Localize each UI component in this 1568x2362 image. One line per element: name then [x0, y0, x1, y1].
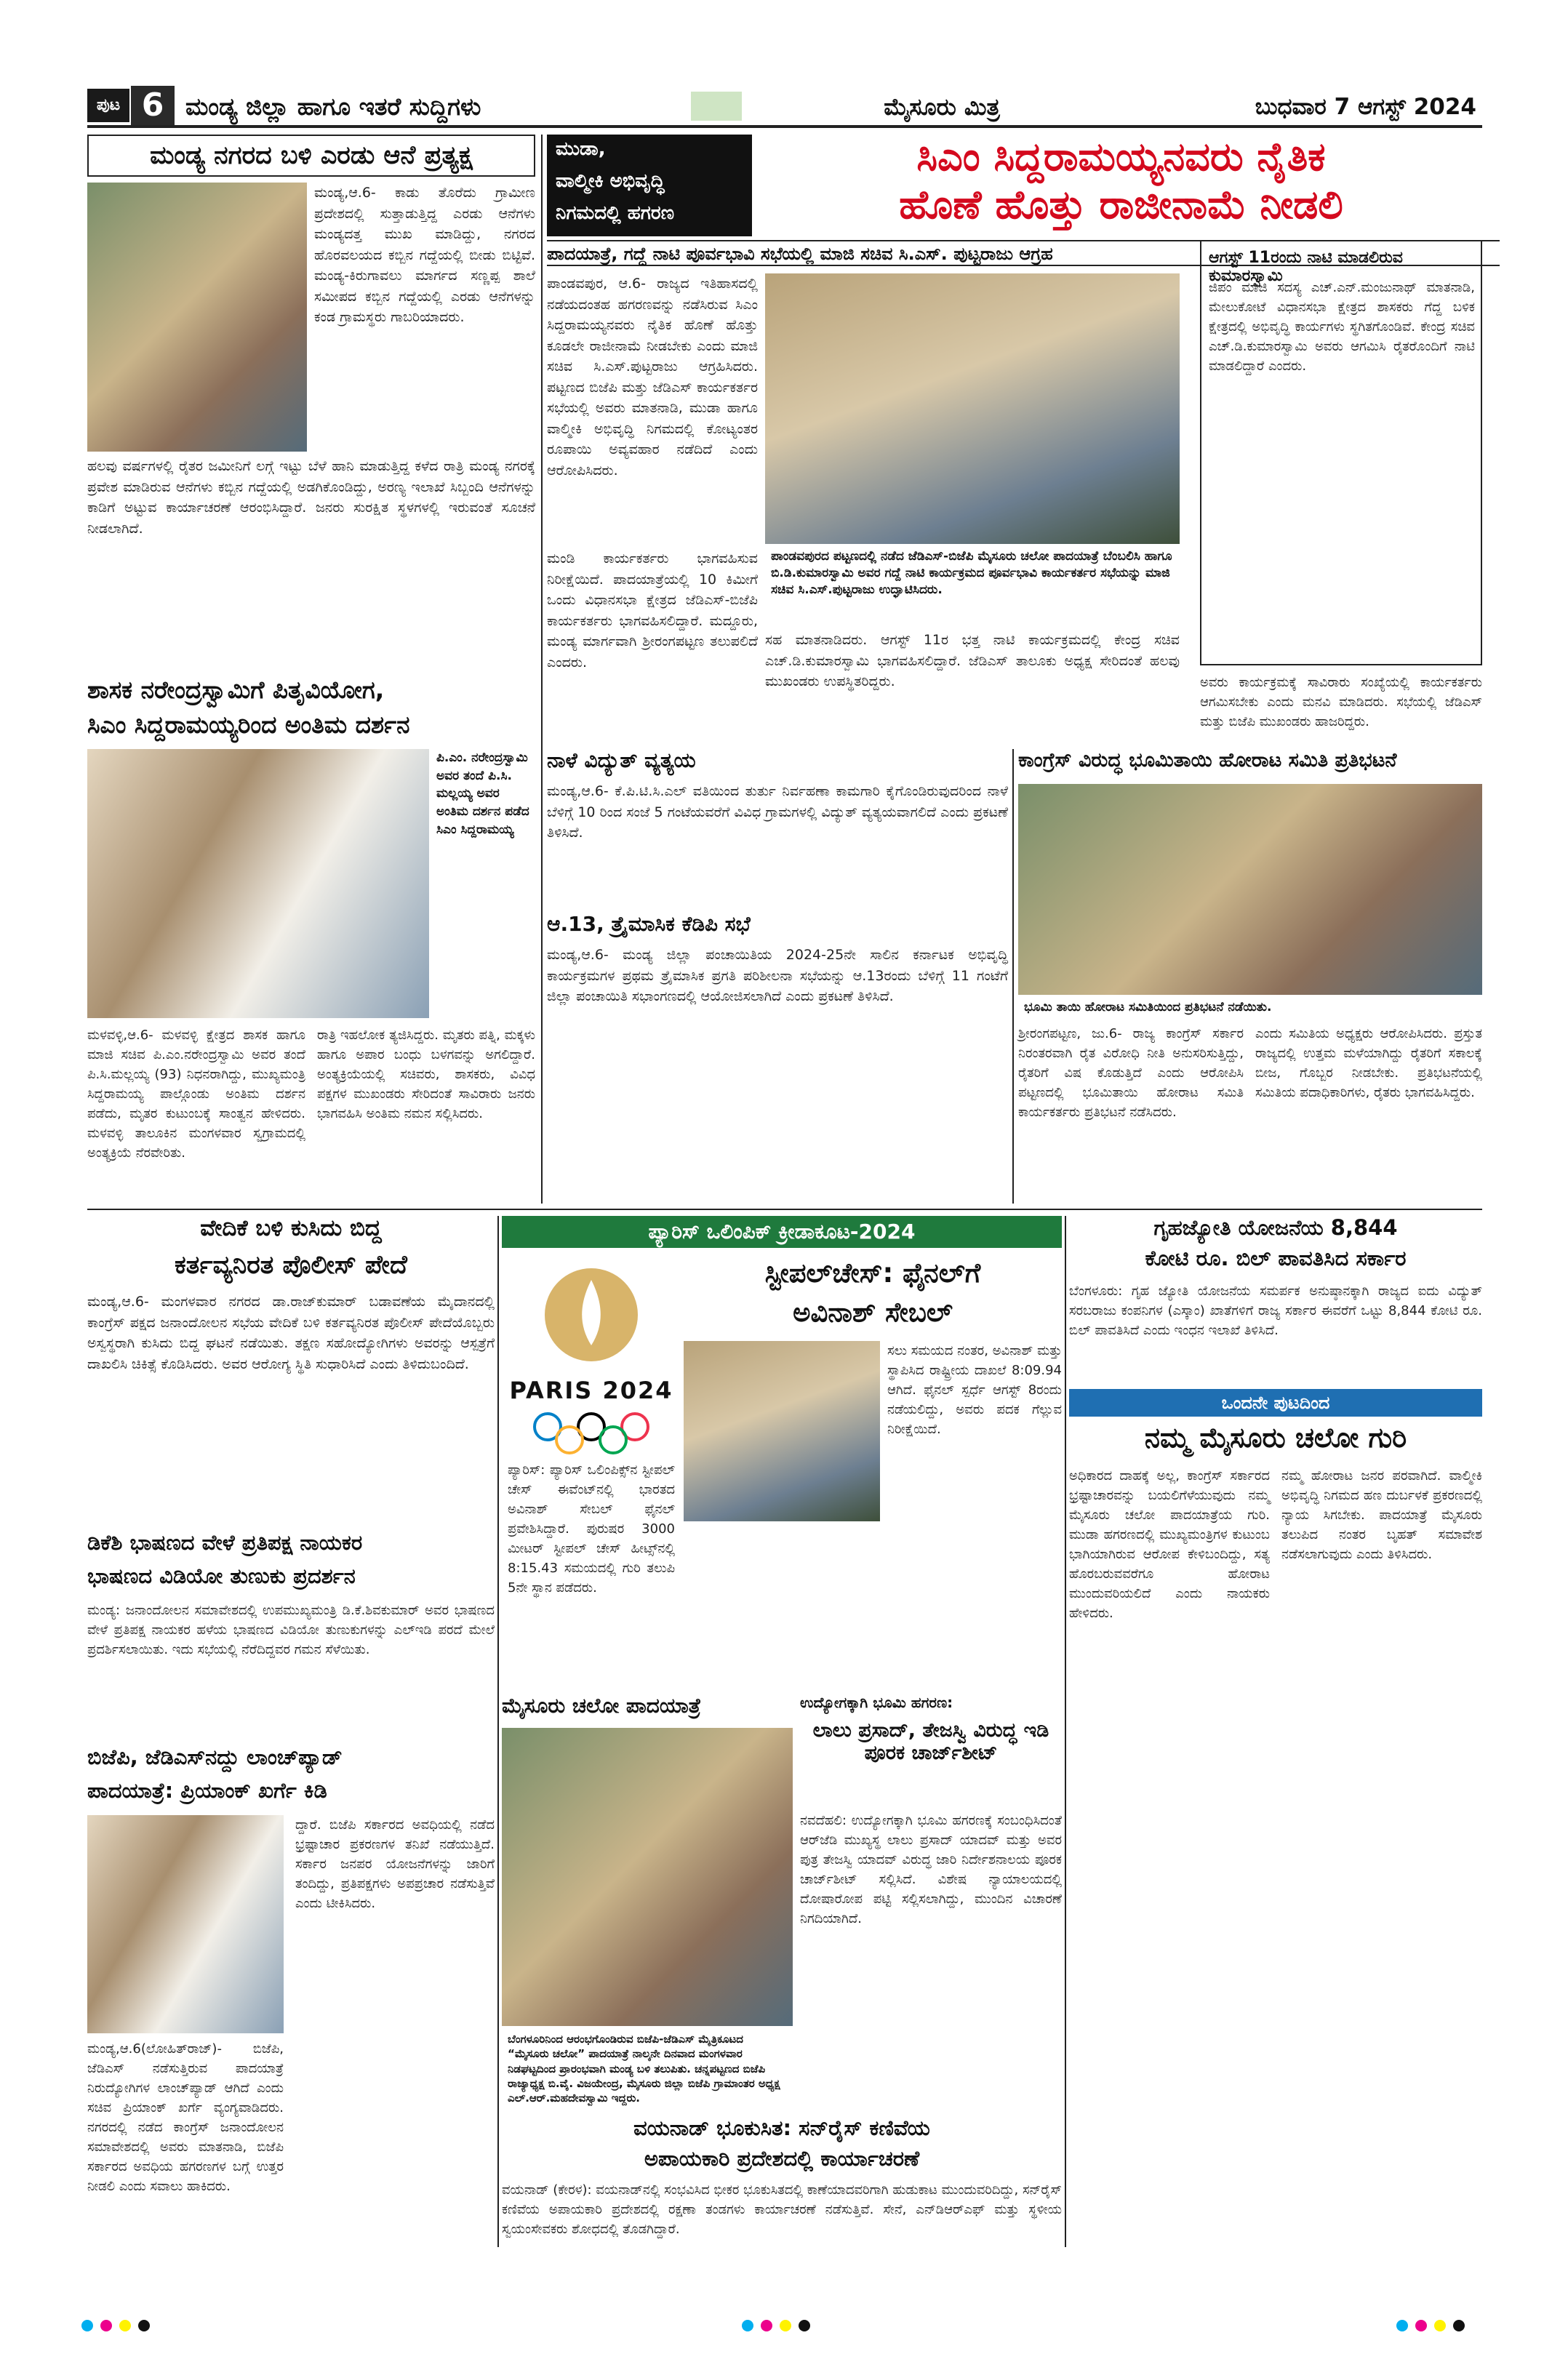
- body-text: ಮಂಡ್ಯ,ಆ.6- ಕೆ.ಪಿ.ಟಿ.ಸಿ.ಎಲ್ ವತಿಯಿಂದ ತುರ್ತು ನಿರ್ವಹಣಾ ಕಾಮಗಾರಿ ಕೈಗೊಂಡಿರುವುದರಿಂದ ನಾಳೆ ಬೆಳಿಗ್ಗೆ 10 ರಿಂದ ಸಂಜೆ 5 ಗಂಟೆಯವರೆಗೆ ವಿವಿಧ ಗ್ರಾಮಗಳಲ್ಲಿ ವಿದ್ಯುತ್ ವ್ಯತ್ಯಯವಾಗಲಿದೆ ಎಂದು ಪ್ರಕಟಣೆ ತಿಳಿಸಿದೆ.: [547, 783, 1008, 841]
- column-rule: [541, 135, 543, 1204]
- body-text: ನವದೆಹಲಿ: ಉದ್ಯೋಗಕ್ಕಾಗಿ ಭೂಮಿ ಹಗರಣಕ್ಕೆ ಸಂಬಂಧಿಸಿದಂತೆ ಆರ್‌ಜೆಡಿ ಮುಖ್ಯಸ್ಥ ಲಾಲು ಪ್ರಸಾದ್ ಯಾದವ್ ಮತ್ತು ಅವರ ಪುತ್ರ ತೇಜಸ್ವಿ ಯಾದವ್ ವಿರುದ್ಧ ಜಾರಿ ನಿರ್ದೇಶನಾಲಯ ಪೂರಕ ಚಾರ್ಜ್‌ಶೀಟ್ ಸಲ್ಲಿಸಿದೆ. ವಿಶೇಷ ನ್ಯಾಯಾಲಯದಲ್ಲಿ ದೋಷಾರೋಪ ಪಟ್ಟಿ ಸಲ್ಲಿಸಲಾಗಿದ್ದು, ಮುಂದಿನ ವಿಚಾರಣೆ ನಿಗದಿಯಾಗಿದೆ.: [800, 1813, 1062, 1926]
- masthead: [87, 86, 1482, 128]
- paris-logo-text: PARIS 2024: [509, 1377, 673, 1404]
- body-col-1: ಮಂಡ್ಯ,ಆ.6(ಲೋಹಿತ್‌ರಾಜ್)- ಬಿಜೆಪಿ, ಜೆಡಿಎಸ್ ನಡೆಸುತ್ತಿರುವ ಪಾದಯಾತ್ರೆ ನಿರುದ್ಯೋಗಿಗಳ ಲಾಂಚ್‌ಪ್ಯಾಡ್ ಆಗಿದೆ ಎಂದು ಸಚಿವ ಪ್ರಿಯಾಂಕ್ ಖರ್ಗೆ ವ್ಯಂಗ್ಯವಾಡಿದರು. ನಗರದಲ್ಲಿ ನಡೆದ ಕಾಂಗ್ರೆಸ್ ಜನಾಂದೋಲನ ಸಮಾವೇಶದಲ್ಲಿ ಅವರು ಮಾತನಾಡಿ, ಬಿಜೆಪಿ ಸರ್ಕಾರದ ಅವಧಿಯ ಹಗರಣಗಳ ಬಗ್ಗೆ ಉತ್ತರ ನೀಡಲಿ ಎಂದು ಸವಾಲು ಹಾಕಿದರು.: [87, 2041, 284, 2194]
- headline-line-1: ವೇದಿಕೆ ಬಳಿ ಕುಸಿದು ಬಿದ್ದ: [200, 1215, 382, 1241]
- article-kdp-meeting: [547, 913, 1008, 1204]
- headline: ಆ.13, ತ್ರೈಮಾಸಿಕ ಕೆಡಿಪಿ ಸಭೆ: [547, 912, 751, 936]
- article-mysuru-chalo-goal: [1069, 1389, 1482, 2247]
- kharge-photo: [87, 1815, 284, 2033]
- olympic-rings-icon: [508, 1411, 675, 1454]
- body-col-1: ಪ್ಯಾರಿಸ್: ಪ್ಯಾರಿಸ್ ಒಲಿಂಪಿಕ್ಸ್‌ನ ಸ್ಟೀಪಲ್ ಚೇಸ್ ಈವೆಂಟ್‌ನಲ್ಲಿ ಭಾರತದ ಅವಿನಾಶ್ ಸೇಬಲ್ ಫೈನಲ್ ಪ್ರವೇಶಿಸಿದ್ದಾರೆ. ಪುರುಷರ 3000 ಮೀಟರ್ ಸ್ಟೀಪಲ್ ಚೇಸ್ ಹೀಟ್ಸ್‌ನಲ್ಲಿ 8:15.43 ಸಮಯದಲ್ಲಿ ಗುರಿ ತಲುಪಿ 5ನೇ ಸ್ಥಾನ ಪಡೆದರು.: [508, 1462, 675, 1596]
- paris-2024-logo: [508, 1258, 675, 1454]
- lead-body: ಪಾಂಡವಪುರ, ಆ.6- ರಾಜ್ಯದ ಇತಿಹಾಸದಲ್ಲಿ ನಡೆಯದಂತಹ ಹಗರಣವನ್ನು ನಡೆಸಿರುವ ಸಿಎಂ ಸಿದ್ದರಾಮಯ್ಯನವರು ನೈತಿಕ ಹೊಣೆ ಹೊತ್ತು ಕೂಡಲೇ ರಾಜೀನಾಮೆ ನೀಡಬೇಕು ಎಂದು ಮಾಜಿ ಸಚಿವ ಸಿ.ಎಸ್.ಪುಟ್ಟರಾಜು ಆಗ್ರಹಿಸಿದರು. ಪಟ್ಟಣದ ಬಿಜೆಪಿ ಮತ್ತು ಜೆಡಿಎಸ್ ಕಾರ್ಯಕರ್ತರ ಸಭೆಯಲ್ಲಿ ಅವರು ಮಾತನಾಡಿ, ಮುಡಾ ಹಾಗೂ ವಾಲ್ಮೀಕಿ ಅಭಿವೃದ್ಧಿ ನಿಗಮದಲ್ಲಿ ಕೋಟ್ಯಂತರ ರೂಪಾಯಿ ಅವ್ಯವಹಾರ ನಡೆದಿದೆ ಎಂದು ಆರೋಪಿಸಿದರು.: [547, 276, 758, 479]
- section-band: [691, 92, 742, 121]
- body-text: ಮಂಡ್ಯ,ಆ.6- ಮಂಡ್ಯ ಜಿಲ್ಲಾ ಪಂಚಾಯಿತಿಯ 2024-25ನೇ ಸಾಲಿನ ಕರ್ನಾಟಕ ಅಭಿವೃದ್ಧಿ ಕಾರ್ಯಕ್ರಮಗಳ ಪ್ರಥಮ ತ್ರೈಮಾಸಿಕ ಪ್ರಗತಿ ಪರಿಶೀಲನಾ ಸಭೆಯನ್ನು ಆ.13ರಂದು ಬೆಳಿಗ್ಗೆ 11 ಗಂಟೆಗೆ ಜಿಲ್ಲಾ ಪಂಚಾಯಿತಿ ಸಭಾಂಗಣದಲ್ಲಿ ಆಯೋಜಿಸಲಾಗಿದೆ ಎಂದು ಪ್ರಕಟಣೆ ತಿಳಿಸಿದೆ.: [547, 947, 1008, 1004]
- article-land-for-jobs: [800, 1694, 1062, 2109]
- paper-name: ಮೈಸೂರು ಮಿತ್ರ: [884, 93, 1000, 121]
- side-box: [1200, 240, 1482, 665]
- side-box-text: ಜಿಪಂ ಮಾಜಿ ಸದಸ್ಯ ಎಚ್.ಎನ್.ಮಂಜುನಾಥ್ ಮಾತನಾಡಿ, ಮೇಲುಕೋಟೆ ವಿಧಾನಸಭಾ ಕ್ಷೇತ್ರದ ಶಾಸಕರು ಗೆದ್ದ ಬಳಿಕ ಕ್ಷೇತ್ರದಲ್ಲಿ ಅಭಿವೃದ್ಧಿ ಕಾರ್ಯಗಳು ಸ್ಥಗಿತಗೊಂಡಿವೆ. ಕೇಂದ್ರ ಸಚಿವ ಎಚ್.ಡಿ.ಕುಮಾರಸ್ವಾಮಿ ಅವರು ಆಗಮಿಸಿ ರೈತರೊಂದಿಗೆ ನಾಟಿ ಮಾಡಲಿದ್ದಾರೆ ಎಂದರು.: [1209, 280, 1475, 374]
- article-bereavement: [87, 676, 535, 1196]
- padayatra-photo: [502, 1728, 793, 2026]
- muda-line-3: ನಿಗಮದಲ್ಲಿ ಹಗರಣ: [556, 202, 675, 224]
- lead-body-2: ಮಂಡಿ ಕಾರ್ಯಕರ್ತರು ಭಾಗವಹಿಸುವ ನಿರೀಕ್ಷೆಯಿದೆ. ಪಾದಯಾತ್ರೆಯಲ್ಲಿ 10 ಕಿಮೀಗೆ ಒಂದು ವಿಧಾನಸಭಾ ಕ್ಷೇತ್ರದ ಜೆಡಿಎಸ್-ಬಿಜೆಪಿ ಕಾರ್ಯಕರ್ತರು ಭಾಗವಹಿಸಲಿದ್ದಾರೆ. ಮದ್ದೂರು, ಮಂಡ್ಯ ಮಾರ್ಗವಾಗಿ ಶ್ರೀರಂಗಪಟ್ಟಣ ತಲುಪಲಿದೆ ಎಂದರು.: [547, 551, 758, 670]
- headline: ನಮ್ಮ ಮೈಸೂರು ಚಲೋ ಗುರಿ: [1144, 1422, 1407, 1454]
- lead-photo: [765, 273, 1180, 544]
- column-rule: [497, 1216, 499, 2247]
- muda-box: [547, 135, 752, 236]
- muda-line-2: ವಾಲ್ಮೀಕಿ ಅಭಿವೃದ್ಧಿ: [556, 170, 665, 192]
- article-padayatra-photo: [502, 1694, 793, 2109]
- lead-caption: ಪಾಂಡವಪುರದ ಪಟ್ಟಣದಲ್ಲಿ ನಡೆದ ಜೆಡಿಎಸ್-ಬಿಜೆಪಿ ಮೈಸೂರು ಚಲೋ ಪಾದಯಾತ್ರೆ ಬೆಂಬಲಿಸಿ ಹಾಗೂ ಬಿ.ಡಿ.ಕುಮಾರಸ್ವಾಮಿ ಅವರ ಗದ್ದೆ ನಾಟಿ ಕಾರ್ಯಕ್ರಮದ ಪೂರ್ವಭಾವಿ ಕಾರ್ಯಕರ್ತರ ಸಭೆಯನ್ನು ಮಾಜಿ ಸಚಿವ ಸಿ.ಎಸ್.ಪುಟ್ಟರಾಜು ಉದ್ಘಾಟಿಸಿದರು.: [765, 545, 1180, 627]
- headline-line-2: ಪಾದಯಾತ್ರೆ: ಪ್ರಿಯಾಂಕ್ ಖರ್ಗೆ ಕಿಡಿ: [87, 1778, 327, 1803]
- issue-date: ಬುಧವಾರ 7 ಆಗಸ್ಟ್ 2024: [1255, 94, 1476, 120]
- lead-body-3: ಸಹ ಮಾತನಾಡಿದರು. ಆಗಸ್ಟ್ 11ರ ಭತ್ತ ನಾಟಿ ಕಾರ್ಯಕ್ರಮದಲ್ಲಿ ಕೇಂದ್ರ ಸಚಿವ ಎಚ್.ಡಿ.ಕುಮಾರಸ್ವಾಮಿ ಭಾಗವಹಿಸಲಿದ್ದಾರೆ. ಜೆಡಿಎಸ್ ತಾಲೂಕು ಅಧ್ಯಕ್ಷ ಸೇರಿದಂತೆ ಹಲವು ಮುಖಂಡರು ಉಪಸ್ಥಿತರಿದ್ದರು.: [765, 632, 1180, 689]
- article-kharge: [87, 1745, 495, 2247]
- article-video-screening: [87, 1531, 495, 1738]
- headline-line-2: ಕರ್ತವ್ಯನಿರತ ಪೊಲೀಸ್ ಪೇದೆ: [175, 1251, 407, 1280]
- column-rule: [1012, 749, 1014, 1204]
- protest-caption: ಭೂಮಿ ತಾಯಿ ಹೋರಾಟ ಸಮಿತಿಯಿಂದ ಪ್ರತಿಭಟನೆ ನಡೆಯಿತು.: [1018, 996, 1482, 1020]
- headline: ಕಾಂಗ್ರೆಸ್ ವಿರುದ್ಧ ಭೂಮಿತಾಯಿ ಹೋರಾಟ ಸಮಿತಿ ಪ್ರತಿಭಟನೆ: [1018, 749, 1397, 772]
- kicker: ಉದ್ಯೋಗಕ್ಕಾಗಿ ಭೂಮಿ ಹಗರಣ:: [800, 1694, 953, 1711]
- side-box-continued: ಅವರು ಕಾರ್ಯಕ್ರಮಕ್ಕೆ ಸಾವಿರಾರು ಸಂಖ್ಯೆಯಲ್ಲಿ ಕಾರ್ಯಕರ್ತರು ಆಗಮಿಸಬೇಕು ಎಂದು ಮನವಿ ಮಾಡಿದರು. ಸಭೆಯಲ್ಲಿ ಜೆಡಿಎಸ್ ಮತ್ತು ಬಿಜೆಪಿ ಮುಖಂಡರು ಹಾಜರಿದ್ದರು.: [1200, 675, 1482, 729]
- headline-line-2: ಭಾಷಣದ ವಿಡಿಯೋ ತುಣುಕು ಪ್ರದರ್ಶನ: [87, 1564, 356, 1588]
- headline-line-2: ಹೊಣೆ ಹೊತ್ತು ರಾಜೀನಾಮೆ ನೀಡಲಿ: [899, 182, 1343, 228]
- protest-photo: [1018, 784, 1482, 995]
- body-text: ಮಂಡ್ಯ: ಜನಾಂದೋಲನ ಸಮಾವೇಶದಲ್ಲಿ ಉಪಮುಖ್ಯಮಂತ್ರಿ ಡಿ.ಕೆ.ಶಿವಕುಮಾರ್ ಅವರ ಭಾಷಣದ ವೇಳೆ ಪ್ರತಿಪಕ್ಷ ನಾಯಕರ ಹಳೆಯ ಭಾಷಣದ ವಿಡಿಯೋ ತುಣುಕುಗಳನ್ನು ಎಲ್‌ಇಡಿ ಪರದೆ ಮೇಲೆ ಪ್ರದರ್ಶಿಸಲಾಯಿತು. ಇದು ಸಭೆಯಲ್ಲಿ ನೆರೆದಿದ್ದವರ ಗಮನ ಸೆಳೆಯಿತು.: [87, 1603, 495, 1657]
- olympics-banner: ಪ್ಯಾರಿಸ್ ಒಲಿಂಪಿಕ್ ಕ್ರೀಡಾಕೂಟ-2024: [502, 1216, 1062, 1248]
- article-elephants: [87, 135, 535, 668]
- article-police-collapse: [87, 1216, 495, 1521]
- page-number: 6: [131, 86, 175, 125]
- headline-line-2: ಸಿಎಂ ಸಿದ್ದರಾಮಯ್ಯರಿಂದ ಅಂತಿಮ ದರ್ಶನ: [87, 710, 410, 739]
- headline-line-1: ಬಿಜೆಪಿ, ಜೆಡಿಎಸ್‌ನದ್ದು ಲಾಂಚ್‌ಪ್ಯಾಡ್: [87, 1745, 343, 1769]
- body-col-1: ಅಧಿಕಾರದ ದಾಹಕ್ಕೆ ಅಲ್ಲ, ಕಾಂಗ್ರೆಸ್ ಸರ್ಕಾರದ ಭ್ರಷ್ಟಾಚಾರವನ್ನು ಬಯಲಿಗೆಳೆಯುವುದು ನಮ್ಮ ಮೈಸೂರು ಚಲೋ ಪಾದಯಾತ್ರೆಯ ಗುರಿ. ಮುಡಾ ಹಗರಣದಲ್ಲಿ ಮುಖ್ಯಮಂತ್ರಿಗಳ ಕುಟುಂಬ ಭಾಗಿಯಾಗಿರುವ ಆರೋಪ ಕೇಳಿಬಂದಿದ್ದು, ಸತ್ಯ ಹೊರಬರುವವರೆಗೂ ಹೋರಾಟ ಮುಂದುವರಿಯಲಿದೆ ಎಂದು ನಾಯಕರು ಹೇಳಿದರು.: [1069, 1468, 1270, 1621]
- side-box-title: ಆಗಸ್ಟ್ 11ರಂದು ನಾಟಿ ಮಾಡಲಿರುವ ಕುಮಾರಸ್ವಾಮಿ: [1209, 249, 1403, 286]
- registration-marks-left: [81, 2320, 227, 2337]
- body-text: ಹಲವು ವರ್ಷಗಳಲ್ಲಿ ರೈತರ ಜಮೀನಿಗೆ ಲಗ್ಗೆ ಇಟ್ಟು ಬೆಳೆ ಹಾನಿ ಮಾಡುತ್ತಿದ್ದ ಕಳೆದ ರಾತ್ರಿ ಮಂಡ್ಯ ನಗರಕ್ಕೆ ಪ್ರವೇಶ ಮಾಡಿರುವ ಆನೆಗಳು ಕಬ್ಬಿನ ಗದ್ದೆಯಲ್ಲಿ ಅಡಗಿಕೊಂಡಿದ್ದು, ಅರಣ್ಯ ಇಲಾಖೆ ಸಿಬ್ಬಂದಿ ಆನೆಗಳನ್ನು ಕಾಡಿಗೆ ಅಟ್ಟುವ ಕಾರ್ಯಾಚರಣೆ ಆರಂಭಿಸಿದ್ದಾರೆ. ಜನರು ಸುರಕ್ಷಿತ ಸ್ಥಳಗಳಲ್ಲಿ ಇರುವಂತೆ ಸೂಚನೆ ನೀಡಲಾಗಿದೆ.: [87, 458, 535, 537]
- olympics-section: [502, 1216, 1062, 1689]
- lead-strap: ಪಾದಯಾತ್ರೆ, ಗದ್ದೆ ನಾಟಿ ಪೂರ್ವಭಾವಿ ಸಭೆಯಲ್ಲಿ ಮಾಜಿ ಸಚಿವ ಸಿ.ಎಸ್. ಪುಟ್ಟರಾಜು ಆಗ್ರಹ: [547, 240, 1500, 266]
- body-col-2: ನಮ್ಮ ಹೋರಾಟ ಜನರ ಪರವಾಗಿದೆ. ವಾಲ್ಮೀಕಿ ಅಭಿವೃದ್ಧಿ ನಿಗಮದ ಹಣ ದುರ್ಬಳಕೆ ಪ್ರಕರಣದಲ್ಲಿ ನ್ಯಾಯ ಸಿಗಬೇಕು. ಪಾದಯಾತ್ರೆ ಮೈಸೂರು ತಲುಪಿದ ನಂತರ ಬೃಹತ್ ಸಮಾವೇಶ ನಡೆಸಲಾಗುವುದು ಎಂದು ತಿಳಿಸಿದರು.: [1281, 1468, 1482, 1562]
- muda-line-1: ಮುಡಾ,: [556, 138, 606, 160]
- side-caption: ಪಿ.ಎಂ. ನರೇಂದ್ರಸ್ವಾಮಿ ಅವರ ತಂದೆ ಪಿ.ಸಿ. ಮಲ್ಲಯ್ಯ ಅವರ ಅಂತಿಮ ದರ್ಶನ ಪಡೆದ ಸಿಎಂ ಸಿದ್ದರಾಮಯ್ಯ: [436, 750, 529, 837]
- body-text: ಬೆಂಗಳೂರು: ಗೃಹ ಜ್ಯೋತಿ ಯೋಜನೆಯ ಸಮರ್ಪಕ ಅನುಷ್ಠಾನಕ್ಕಾಗಿ ರಾಜ್ಯದ ಐದು ವಿದ್ಯುತ್ ಸರಬರಾಜು ಕಂಪನಿಗಳ (ಎಸ್ಕಾಂ) ಖಾತೆಗಳಿಗೆ ರಾಜ್ಯ ಸರ್ಕಾರ ಈವರೆಗೆ ಒಟ್ಟು 8,844 ಕೋಟಿ ರೂ. ಬಿಲ್ ಪಾವತಿಸಿದೆ ಎಂದು ಇಂಧನ ಇಲಾಖೆ ತಿಳಿಸಿದೆ.: [1069, 1284, 1482, 1338]
- headline-line-2: ಅಪಾಯಕಾರಿ ಪ್ರದೇಶದಲ್ಲಿ ಕಾರ್ಯಾಚರಣೆ: [644, 2146, 920, 2171]
- headline-line-1: ಡಿಕೆಶಿ ಭಾಷಣದ ವೇಳೆ ಪ್ರತಿಪಕ್ಷ ನಾಯಕರ: [87, 1530, 363, 1555]
- body-col-2: ರಾತ್ರಿ ಇಹಲೋಕ ತ್ಯಜಿಸಿದ್ದರು. ಮೃತರು ಪತ್ನಿ, ಮಕ್ಕಳು ಹಾಗೂ ಅಪಾರ ಬಂಧು ಬಳಗವನ್ನು ಅಗಲಿದ್ದಾರೆ. ಅಂತ್ಯಕ್ರಿಯೆಯಲ್ಲಿ ಸಚಿವರು, ಶಾಸಕರು, ವಿವಿಧ ಪಕ್ಷಗಳ ಮುಖಂಡರು ಸೇರಿದಂತೆ ಸಾವಿರಾರು ಜನರು ಭಾಗವಹಿಸಿ ಅಂತಿಮ ನಮನ ಸಲ್ಲಿಸಿದರು.: [317, 1028, 535, 1121]
- body-col-2: ಎಂದು ಸಮಿತಿಯ ಅಧ್ಯಕ್ಷರು ಆರೋಪಿಸಿದರು. ಪ್ರಸ್ತುತ ರಾಜ್ಯದಲ್ಲಿ ಉತ್ತಮ ಮಳೆಯಾಗಿದ್ದು ರೈತರಿಗೆ ಸಕಾಲಕ್ಕೆ ಬೀಜ, ಗೊಬ್ಬರ ನೀಡಬೇಕು. ಪ್ರತಿಭಟನೆಯಲ್ಲಿ ಸಮಿತಿಯ ಪದಾಧಿಕಾರಿಗಳು, ರೈತರು ಭಾಗವಹಿಸಿದ್ದರು.: [1255, 1026, 1482, 1100]
- page-label: ಪುಟ: [87, 89, 129, 122]
- article-protest: [1018, 749, 1482, 1204]
- lead-text: ಮಂಡ್ಯ,ಆ.6- ಕಾಡು ತೊರೆದು ಗ್ರಾಮೀಣ ಪ್ರದೇಶದಲ್ಲಿ ಸುತ್ತಾಡುತ್ತಿದ್ದ ಎರಡು ಆನೆಗಳು ಮಂಡ್ಯದತ್ತ ಮುಖ ಮಾಡಿದ್ದು, ನಗರದ ಹೊರವಲಯದ ಕಬ್ಬಿನ ಗದ್ದೆಯಲ್ಲಿ ಬೀಡು ಬಿಟ್ಟಿವೆ. ಮಂಡ್ಯ-ಕಿರುಗಾವಲು ಮಾರ್ಗದ ಸಣ್ಣಪ್ಪ ಶಾಲೆ ಸಮೀಪದ ಕಬ್ಬಿನ ಗದ್ದೆಯಲ್ಲಿ ಎರಡು ಆನೆಗಳನ್ನು ಕಂಡ ಗ್ರಾಮಸ್ಥರು ಗಾಬರಿಯಾದರು.: [314, 185, 535, 325]
- headline-line-1: ಶಾಸಕ ನರೇಂದ್ರಸ್ವಾಮಿಗೆ ಪಿತೃವಿಯೋಗ,: [87, 676, 385, 704]
- olympic-flame-icon: [508, 1258, 675, 1374]
- steeplechase-photo: [684, 1341, 880, 1521]
- registration-marks-right: [1396, 2320, 1542, 2337]
- funeral-photo: [87, 749, 429, 1018]
- elephant-photo: [87, 183, 307, 452]
- lead-headline: [760, 135, 1482, 231]
- headline-line-2: ಕೋಟಿ ರೂ. ಬಿಲ್ ಪಾವತಿಸಿದ ಸರ್ಕಾರ: [1145, 1246, 1407, 1270]
- body-text: ವಯನಾಡ್ (ಕೇರಳ): ವಯನಾಡ್‌ನಲ್ಲಿ ಸಂಭವಿಸಿದ ಭೀಕರ ಭೂಕುಸಿತದಲ್ಲಿ ಕಾಣೆಯಾದವರಿಗಾಗಿ ಹುಡುಕಾಟ ಮುಂದುವರಿದಿದ್ದು, ಸನ್‌ರೈಸ್ ಕಣಿವೆಯ ಅಪಾಯಕಾರಿ ಪ್ರದೇಶದಲ್ಲಿ ರಕ್ಷಣಾ ತಂಡಗಳು ಕಾರ್ಯಾಚರಣೆ ನಡೆಸುತ್ತಿವೆ. ಸೇನೆ, ಎನ್‌ಡಿಆರ್‌ಎಫ್ ಮತ್ತು ಸ್ಥಳೀಯ ಸ್ವಯಂಸೇವಕರು ಶೋಧದಲ್ಲಿ ತೊಡಗಿದ್ದಾರೆ.: [502, 2182, 1062, 2237]
- body-col-1: ಶ್ರೀರಂಗಪಟ್ಟಣ, ಜು.6- ರಾಜ್ಯ ಕಾಂಗ್ರೆಸ್ ಸರ್ಕಾರ ನಿರಂತರವಾಗಿ ರೈತ ವಿರೋಧಿ ನೀತಿ ಅನುಸರಿಸುತ್ತಿದ್ದು, ರೈತರಿಗೆ ವಿಷ ಕೊಡುತ್ತಿದೆ ಎಂದು ಆರೋಪಿಸಿ ಪಟ್ಟಣದಲ್ಲಿ ಭೂಮಿತಾಯಿ ಹೋರಾಟ ಸಮಿತಿ ಕಾರ್ಯಕರ್ತರು ಪ್ರತಿಭಟನೆ ನಡೆಸಿದರು.: [1018, 1026, 1244, 1120]
- headline-line-1: ಸಿಎಂ ಸಿದ್ದರಾಮಯ್ಯನವರು ನೈತಿಕ: [916, 134, 1326, 180]
- body-col-2: ಸಲು ಸಮಯದ ನಂತರ, ಅವಿನಾಶ್ ಮತ್ತು ಸ್ಥಾಪಿಸಿದ ರಾಷ್ಟ್ರೀಯ ದಾಖಲೆ 8:09.94 ಆಗಿದೆ. ಫೈನಲ್ ಸ್ಪರ್ಧೆ ಆಗಸ್ಟ್ 8ರಂದು ನಡೆಯಲಿದ್ದು, ಅವರು ಪದಕ ಗೆಲ್ಲುವ ನಿರೀಕ್ಷೆಯಿದೆ.: [887, 1343, 1062, 1437]
- padayatra-caption: ಬೆಂಗಳೂರಿನಿಂದ ಆರಂಭಗೊಂಡಿರುವ ಬಿಜೆಪಿ-ಜೆಡಿಎಸ್ ಮೈತ್ರಿಕೂಟದ “ಮೈಸೂರು ಚಲೋ” ಪಾದಯಾತ್ರೆ ನಾಲ್ಕನೇ ದಿನವಾದ ಮಂಗಳವಾರ ನಿಡಘಟ್ಟದಿಂದ ಪ್ರಾರಂಭವಾಗಿ ಮಂಡ್ಯ ಬಳಿ ತಲುಪಿತು. ಚನ್ನಪಟ್ಟಣದ ಬಿಜೆಪಿ ರಾಜ್ಯಾಧ್ಯಕ್ಷ ಬಿ.ವೈ. ವಿಜಯೇಂದ್ರ, ಮೈಸೂರು ಜಿಲ್ಲಾ ಬಿಜೆಪಿ ಗ್ರಾಮಾಂತರ ಅಧ್ಯಕ್ಷ ಎಲ್.ಆರ್.ಮಹದೇವಸ್ವಾಮಿ ಇದ್ದರು.: [502, 2029, 793, 2109]
- article-power-cut: [547, 749, 1008, 898]
- headline: ಮಂಡ್ಯ ನಗರದ ಬಳಿ ಎರಡು ಆನೆ ಪ್ರತ್ಯಕ್ಷ: [87, 135, 535, 177]
- headline-line-2: ಅವಿನಾಶ್ ಸೇಬಲ್: [793, 1297, 953, 1328]
- headline: ನಾಳೆ ವಿದ್ಯುತ್ ವ್ಯತ್ಯಯ: [547, 748, 696, 772]
- body-text: ಮಂಡ್ಯ,ಆ.6- ಮಂಗಳವಾರ ನಗರದ ಡಾ.ರಾಜ್‌ಕುಮಾರ್ ಬಡಾವಣೆಯ ಮೈದಾನದಲ್ಲಿ ಕಾಂಗ್ರೆಸ್ ಪಕ್ಷದ ಜನಾಂದೋಲನ ಸಭೆಯ ವೇದಿಕೆ ಬಳಿ ಕರ್ತವ್ಯನಿರತ ಪೊಲೀಸ್ ಪೇದೆಯೊಬ್ಬರು ಅಸ್ವಸ್ಥರಾಗಿ ಕುಸಿದು ಬಿದ್ದ ಘಟನೆ ನಡೆಯಿತು. ತಕ್ಷಣ ಸಹೋದ್ಯೋಗಿಗಳು ಅವರನ್ನು ಆಸ್ಪತ್ರೆಗೆ ದಾಖಲಿಸಿ ಚಿಕಿತ್ಸೆ ಕೊಡಿಸಿದರು. ಅವರ ಆರೋಗ್ಯ ಸ್ಥಿತಿ ಸುಧಾರಿಸಿದೆ ಎಂದು ತಿಳಿದುಬಂದಿದೆ.: [87, 1294, 495, 1372]
- continued-banner: ಒಂದನೇ ಪುಟದಿಂದ: [1069, 1389, 1482, 1417]
- section-divider: [87, 1209, 1482, 1210]
- body-col-1: ಮಳವಳ್ಳಿ,ಆ.6- ಮಳವಳ್ಳಿ ಕ್ಷೇತ್ರದ ಶಾಸಕ ಹಾಗೂ ಮಾಜಿ ಸಚಿವ ಪಿ.ಎಂ.ನರೇಂದ್ರಸ್ವಾಮಿ ಅವರ ತಂದೆ ಪಿ.ಸಿ.ಮಲ್ಲಯ್ಯ (93) ನಿಧನರಾಗಿದ್ದು, ಮುಖ್ಯಮಂತ್ರಿ ಸಿದ್ದರಾಮಯ್ಯ ಪಾಲ್ಗೊಂಡು ಅಂತಿಮ ದರ್ಶನ ಪಡೆದು, ಮೃತರ ಕುಟುಂಬಕ್ಕೆ ಸಾಂತ್ವನ ಹೇಳಿದರು. ಮಳವಳ್ಳಿ ತಾಲೂಕಿನ ಮಂಗಳವಾರ ಸ್ವಗ್ರಾಮದಲ್ಲಿ ಅಂತ್ಯಕ್ರಿಯೆ ನೆರವೇರಿತು.: [87, 1028, 305, 1161]
- section-title: ಮಂಡ್ಯ ಜಿಲ್ಲಾ ಹಾಗೂ ಇತರೆ ಸುದ್ದಿಗಳು: [185, 92, 481, 121]
- column-rule: [1065, 1216, 1066, 2247]
- headline: ಲಾಲು ಪ್ರಸಾದ್, ತೇಜಸ್ವಿ ವಿರುದ್ಧ ಇಡಿ ಪೂರಕ ಚಾರ್ಜ್‌ಶೀಟ್: [812, 1719, 1049, 1765]
- headline: ಮೈಸೂರು ಚಲೋ ಪಾದಯಾತ್ರೆ: [502, 1694, 701, 1718]
- article-wayanad: [502, 2116, 1062, 2247]
- headline-line-1: ವಯನಾಡ್ ಭೂಕುಸಿತ: ಸನ್‌ರೈಸ್ ಕಣಿವೆಯ: [633, 2115, 930, 2140]
- article-grihajyothi: [1069, 1216, 1482, 1383]
- headline-line-1: ಗೃಹಜ್ಯೋತಿ ಯೋಜನೆಯ 8,844: [1153, 1215, 1398, 1240]
- registration-marks-center: [742, 2320, 887, 2337]
- body-col-2: ದ್ದಾರೆ. ಬಿಜೆಪಿ ಸರ್ಕಾರದ ಅವಧಿಯಲ್ಲಿ ನಡೆದ ಭ್ರಷ್ಟಾಚಾರ ಪ್ರಕರಣಗಳ ತನಿಖೆ ನಡೆಯುತ್ತಿದೆ. ಸರ್ಕಾರ ಜನಪರ ಯೋಜನೆಗಳನ್ನು ಜಾರಿಗೆ ತಂದಿದ್ದು, ಪ್ರತಿಪಕ್ಷಗಳು ಅಪಪ್ರಚಾರ ನಡೆಸುತ್ತಿವೆ ಎಂದು ಟೀಕಿಸಿದರು.: [295, 1817, 495, 1911]
- headline-line-1: ಸ್ಟೀಪಲ್‌ಚೇಸ್: ಫೈನಲ್‌ಗೆ: [764, 1257, 981, 1289]
